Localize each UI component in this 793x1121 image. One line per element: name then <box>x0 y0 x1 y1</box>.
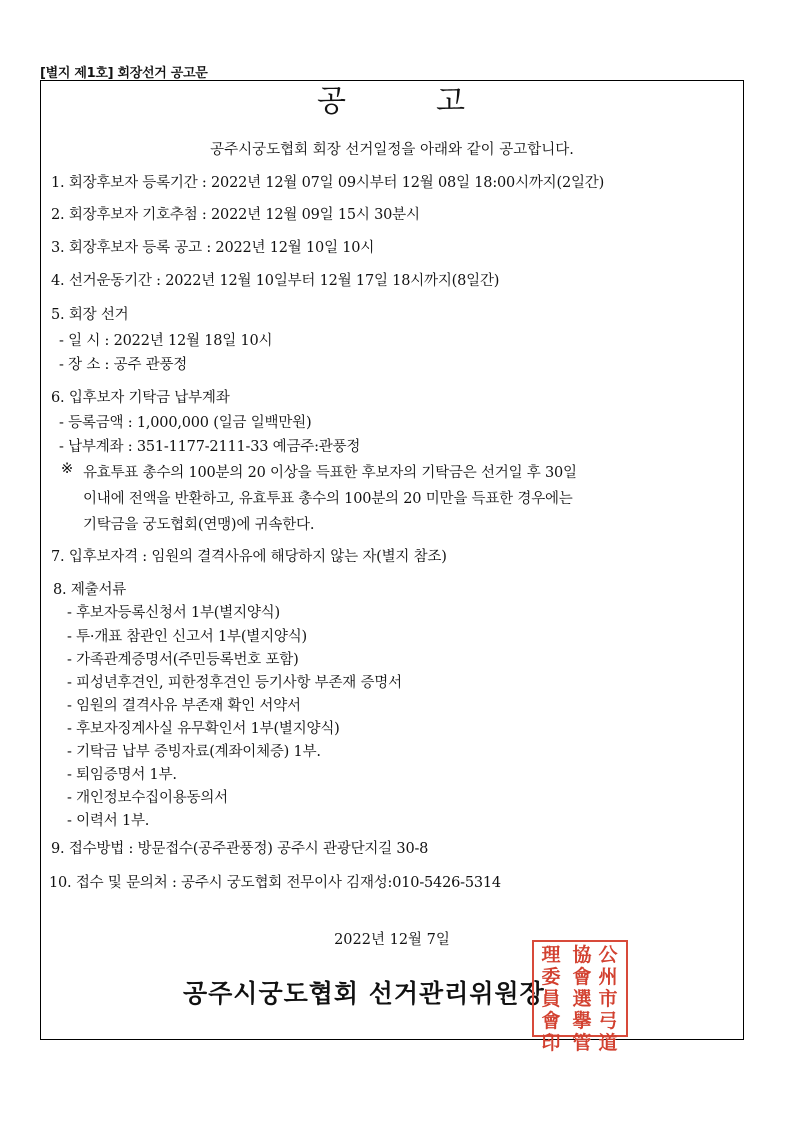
item-7: 7. 입후보자격 : 임원의 결격사유에 해당하지 않는 자(별지 참조) <box>51 549 447 565</box>
notice-frame <box>40 80 744 1054</box>
note-line: 유효투표 총수의 100분의 20 이상을 득표한 후보자의 기탁금은 선거일 후 30일 <box>83 465 577 481</box>
item-4: 4. 선거운동기간 : 2022년 12월 10일부터 12월 17일 18시까지(8일간) <box>51 273 500 289</box>
item-3: 3. 회장후보자 등록 공고 : 2022년 12월 10일 10시 <box>51 240 375 256</box>
item-6: 6. 입후보자 기탁금 납부계좌 <box>51 390 230 406</box>
list-item: - 가족관계증명서(주민등록번호 포함) <box>67 652 299 668</box>
item-2: 2. 회장후보자 기호추첨 : 2022년 12월 09일 15시 30분시 <box>51 207 420 223</box>
list-item: - 퇴임증명서 1부. <box>67 767 177 783</box>
form-label: [별지 제1호] 회장선거 공고문 <box>40 66 208 81</box>
list-item: - 후보자징계사실 유무확인서 1부(별지양식) <box>67 721 340 737</box>
item-5: 5. 회장 선거 <box>51 307 129 323</box>
item-6-amount: - 등록금액 : 1,000,000 (일금 일백만원) <box>59 415 312 431</box>
item-9: 9. 접수방법 : 방문접수(공주관풍정) 공주시 관광단지길 30-8 <box>51 841 429 857</box>
intro-text: 공주시궁도협회 회장 선거일정을 아래와 같이 공고합니다. <box>210 142 574 158</box>
title-char-2: 고 <box>436 84 467 119</box>
seal-column: 公 州 市 弓 道 <box>598 944 618 1054</box>
title-char-1: 공 <box>317 84 348 119</box>
note-line: 기탁금을 궁도협회(연맹)에 귀속한다. <box>83 517 315 533</box>
note-line: 이내에 전액을 반환하고, 유효투표 총수의 100분의 20 미만을 득표한 경우에는 <box>83 491 573 507</box>
list-item: - 피성년후견인, 피한정후견인 등기사항 부존재 증명서 <box>67 675 402 691</box>
item-1: 1. 회장후보자 등록기간 : 2022년 12월 07일 09시부터 12월 08일 18:00시까지(2일간) <box>51 175 605 191</box>
signer-name: 공주시궁도협회 선거관리위원장 <box>183 979 545 1008</box>
item-8: 8. 제출서류 <box>53 582 127 598</box>
page-title <box>41 81 743 123</box>
seal-column: 協 會 選 擧 管 <box>572 944 592 1054</box>
item-6-account: - 납부계좌 : 351-1177-2111-33 예금주:관풍정 <box>59 439 361 455</box>
list-item: - 기탁금 납부 증빙자료(계좌이체증) 1부. <box>67 744 321 760</box>
list-item: - 이력서 1부. <box>67 813 150 829</box>
official-seal <box>532 940 628 1054</box>
notice-date: 2022년 12월 7일 <box>334 932 450 948</box>
list-item: - 후보자등록신청서 1부(별지양식) <box>67 605 280 621</box>
note-mark: ※ <box>61 461 73 477</box>
item-10: 10. 접수 및 문의처 : 공주시 궁도협회 전무이사 김재성:010-5426-5314 <box>49 875 501 891</box>
list-item: - 투·개표 참관인 신고서 1부(별지양식) <box>67 629 307 645</box>
seal-column: 理 委 員 會 印 <box>541 944 561 1054</box>
list-item: - 개인정보수집이용동의서 <box>67 790 228 806</box>
item-5-time: - 일 시 : 2022년 12월 18일 10시 <box>59 333 273 349</box>
list-item: - 임원의 결격사유 부존재 확인 서약서 <box>67 698 301 714</box>
item-5-place: - 장 소 : 공주 관풍정 <box>59 357 188 373</box>
